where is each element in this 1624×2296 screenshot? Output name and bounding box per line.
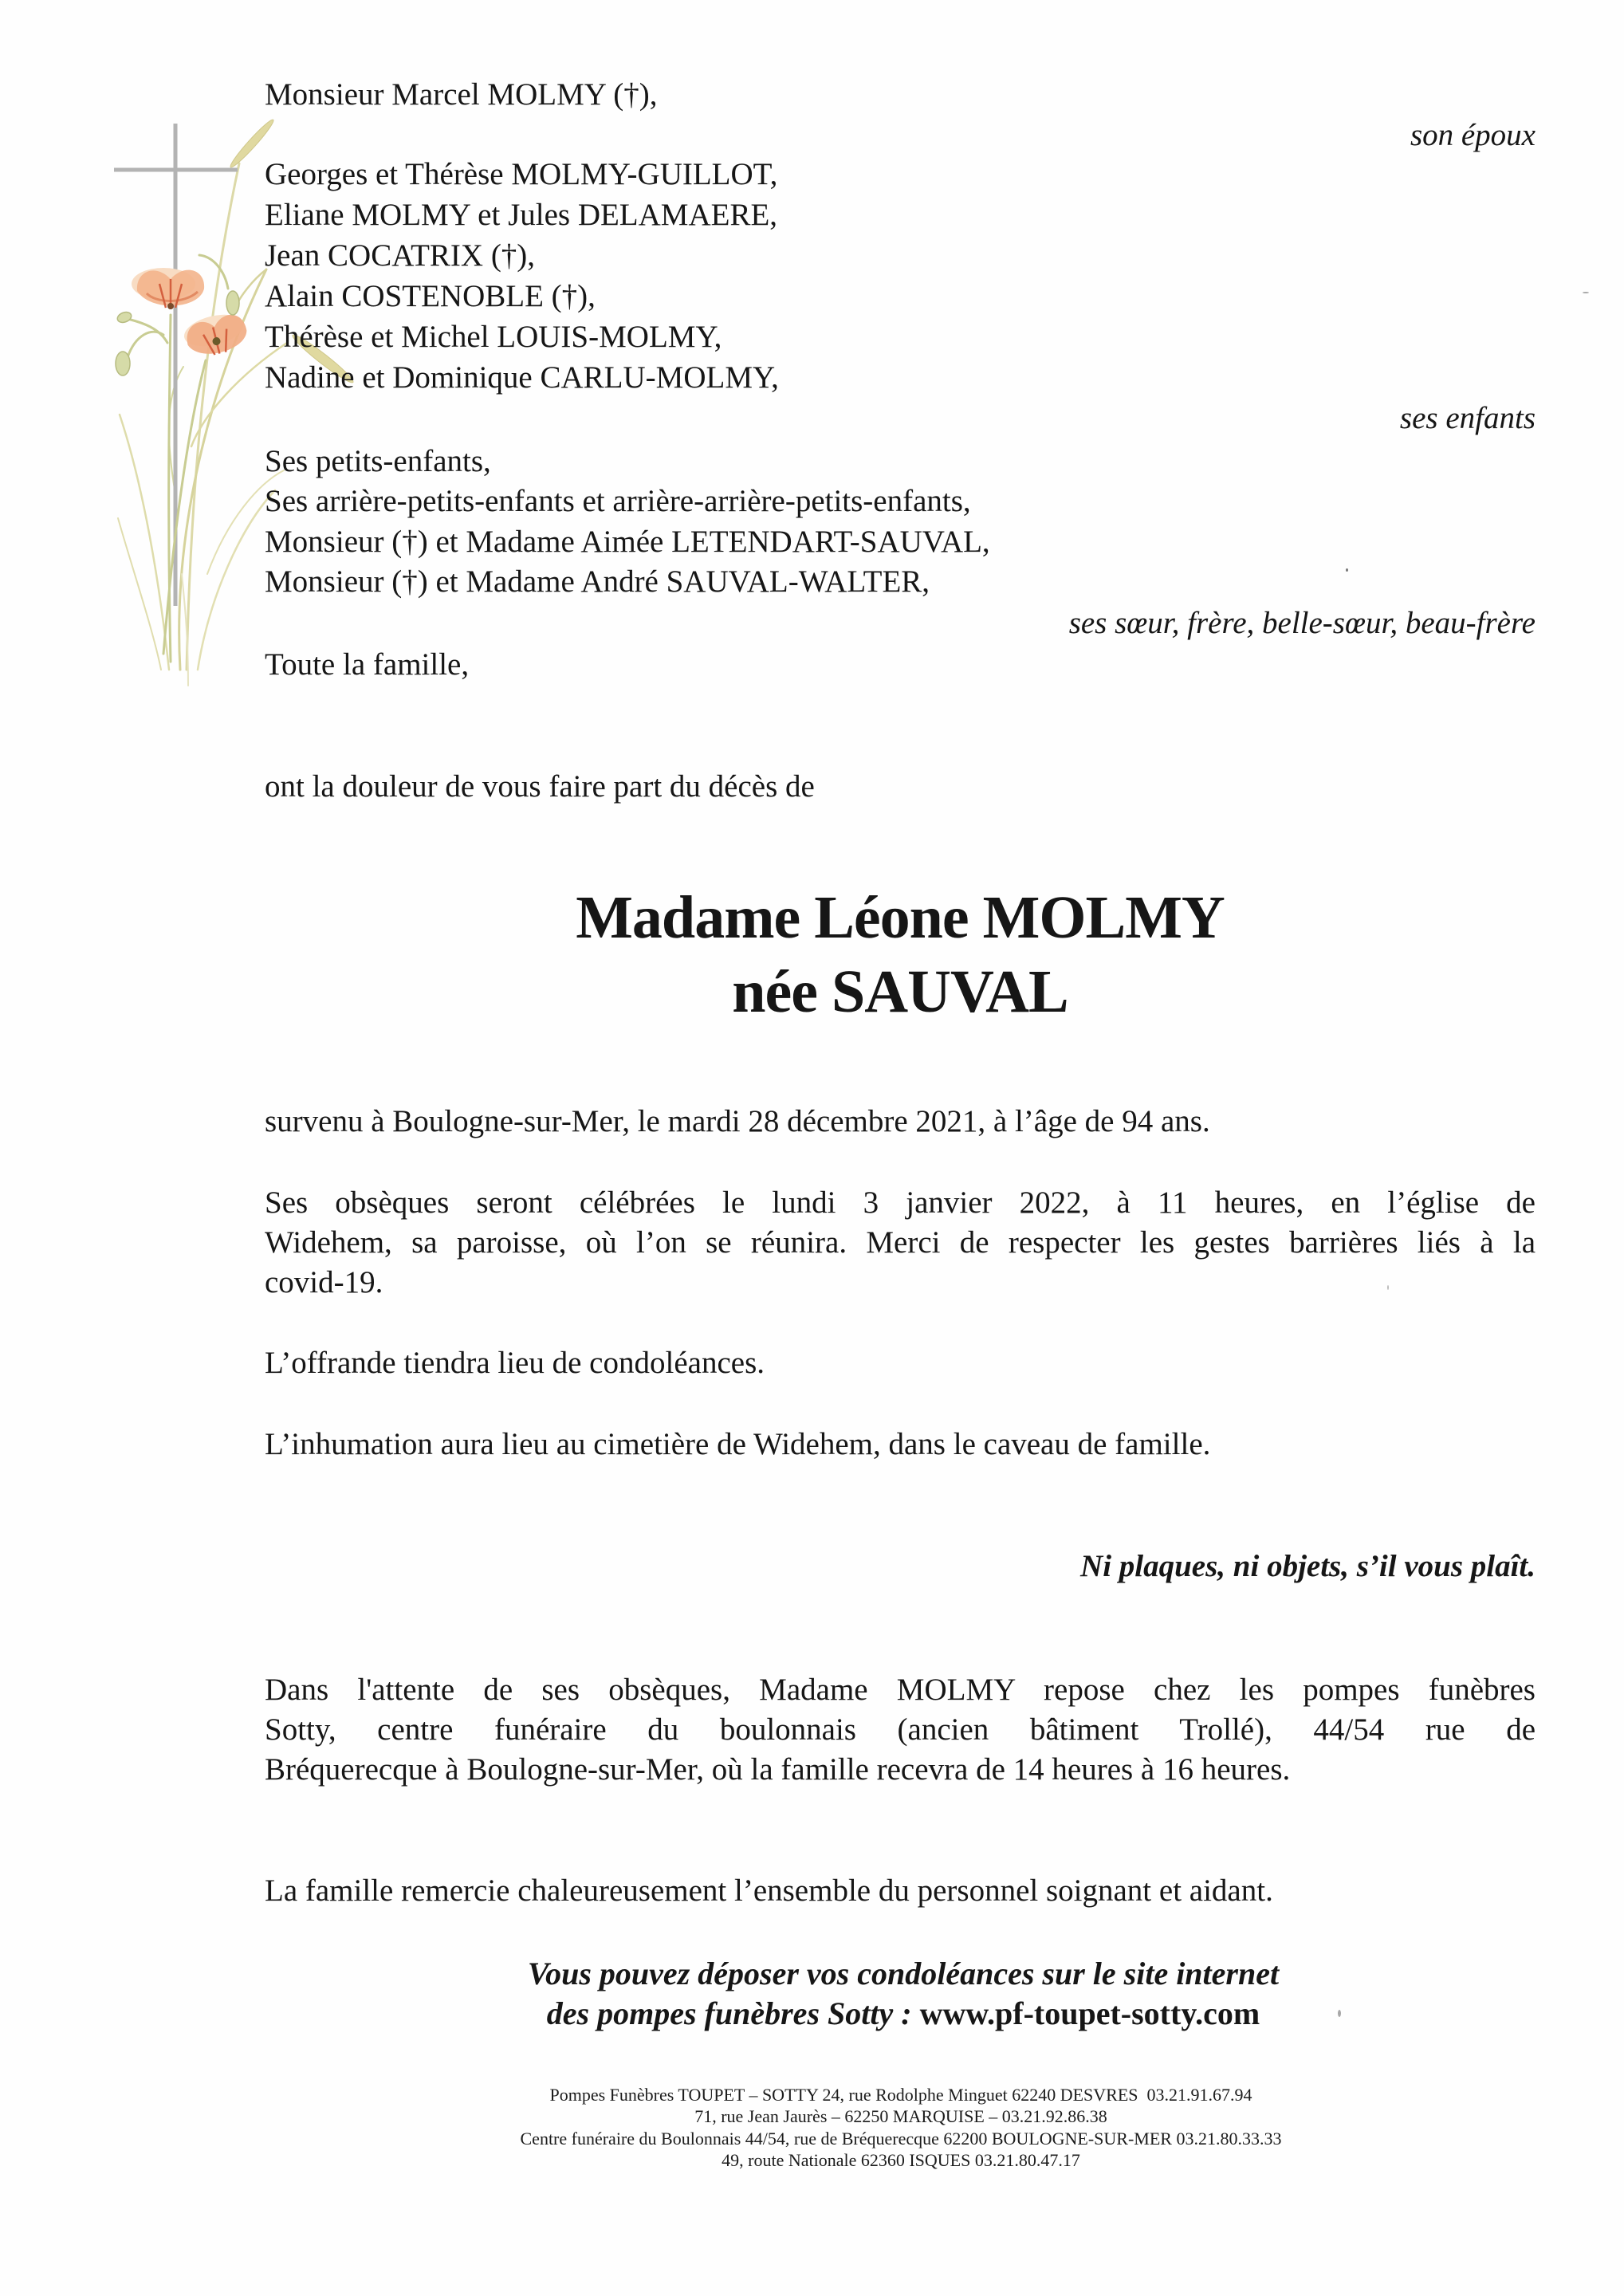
poppy-icon [132, 268, 204, 309]
relative-line: Ses arrière-petits-enfants et arrière-arrière-petits-enfants, [265, 484, 971, 518]
condolences-line: Vous pouvez déposer vos condoléances sur le site internet [527, 1956, 1280, 1991]
footer-address-line: Pompes Funèbres TOUPET – SOTTY 24, rue Rodolphe Minguet 62240 DESVRES 03.21.91.67.94 [549, 2085, 1252, 2105]
all-family-line: Toute la famille, [265, 647, 470, 682]
footer-address-line: 71, rue Jean Jaurès – 62250 MARQUISE – 03.21.92.86.38 [694, 2106, 1107, 2126]
relative-line: Ses petits-enfants, [265, 444, 491, 478]
relative-line: Monsieur (†) et Madame Aimée LETENDART-SAUVAL, [265, 525, 990, 559]
funeral-line: covid-19. [265, 1265, 383, 1299]
condolences-prefix: des pompes funèbres Sotty : [546, 1995, 920, 2031]
child-line: Jean COCATRIX (†), [265, 238, 536, 273]
resting-line: Bréquerecque à Boulogne-sur-Mer, où la famille recevra de 14 heures à 16 heures. [265, 1752, 1291, 1787]
no-flowers-line: Ni plaques, ni objets, s’il vous plaît. [1080, 1549, 1536, 1583]
announcement-line: ont la douleur de vous faire part du décès de [265, 769, 815, 804]
scan-speck [1583, 292, 1589, 293]
child-line: Georges et Thérèse MOLMY-GUILLOT, [265, 157, 778, 191]
funeral-line: Widehem, sa paroisse, où l’on se réunira. Merci de respecter les gestes barrières liés à la [265, 1225, 1536, 1260]
child-line: Eliane MOLMY et Jules DELAMAERE, [265, 198, 778, 232]
footer-address-line: Centre funéraire du Boulonnais 44/54, rue de Bréquerecque 62200 BOULOGNE-SUR-MER 03.21.80.33.33 [520, 2129, 1282, 2149]
offering-line: L’offrande tiendra lieu de condoléances. [265, 1346, 765, 1380]
condolences-website-line [271, 1995, 1536, 2031]
resting-line: Sotty, centre funéraire du boulonnais (ancien bâtiment Trollé), 44/54 rue de [265, 1712, 1536, 1747]
deceased-name: Madame Léone MOLMY [576, 884, 1225, 951]
spouse-line: Monsieur Marcel MOLMY (†), [265, 77, 658, 112]
child-line: Thérèse et Michel LOUIS-MOLMY, [265, 320, 722, 354]
relative-line: Monsieur (†) et Madame André SAUVAL-WALTER, [265, 564, 930, 599]
child-line: Nadine et Dominique CARLU-MOLMY, [265, 360, 779, 395]
siblings-label: ses sœur, frère, belle-sœur, beau-frère [1068, 606, 1536, 640]
scan-speck [1338, 2010, 1341, 2017]
scan-speck [1346, 568, 1348, 572]
children-label: ses enfants [1399, 401, 1536, 435]
deceased-maiden-name: née SAUVAL [732, 958, 1068, 1025]
child-line: Alain COSTENOBLE (†), [265, 279, 596, 313]
scan-speck [1387, 1285, 1389, 1290]
spouse-label: son époux [1410, 118, 1536, 152]
funeral-line: Ses obsèques seront célébrées le lundi 3 janvier 2022, à 11 heures, en l’église de [265, 1185, 1536, 1220]
website-link[interactable]: www.pf-toupet-sotty.com [919, 1995, 1260, 2031]
resting-line: Dans l'attente de ses obsèques, Madame MOLMY repose chez les pompes funèbres [265, 1673, 1536, 1707]
thanks-line: La famille remercie chaleureusement l’ensemble du personnel soignant et aidant. [265, 1873, 1273, 1908]
poppy-icon [181, 309, 250, 360]
burial-line: L’inhumation aura lieu au cimetière de Widehem, dans le caveau de famille. [265, 1427, 1211, 1461]
grass-icon [118, 163, 287, 686]
footer-address-line: 49, route Nationale 62360 ISQUES 03.21.80.47.17 [722, 2150, 1080, 2170]
death-notice-line: survenu à Boulogne-sur-Mer, le mardi 28 décembre 2021, à l’âge de 94 ans. [265, 1104, 1210, 1138]
